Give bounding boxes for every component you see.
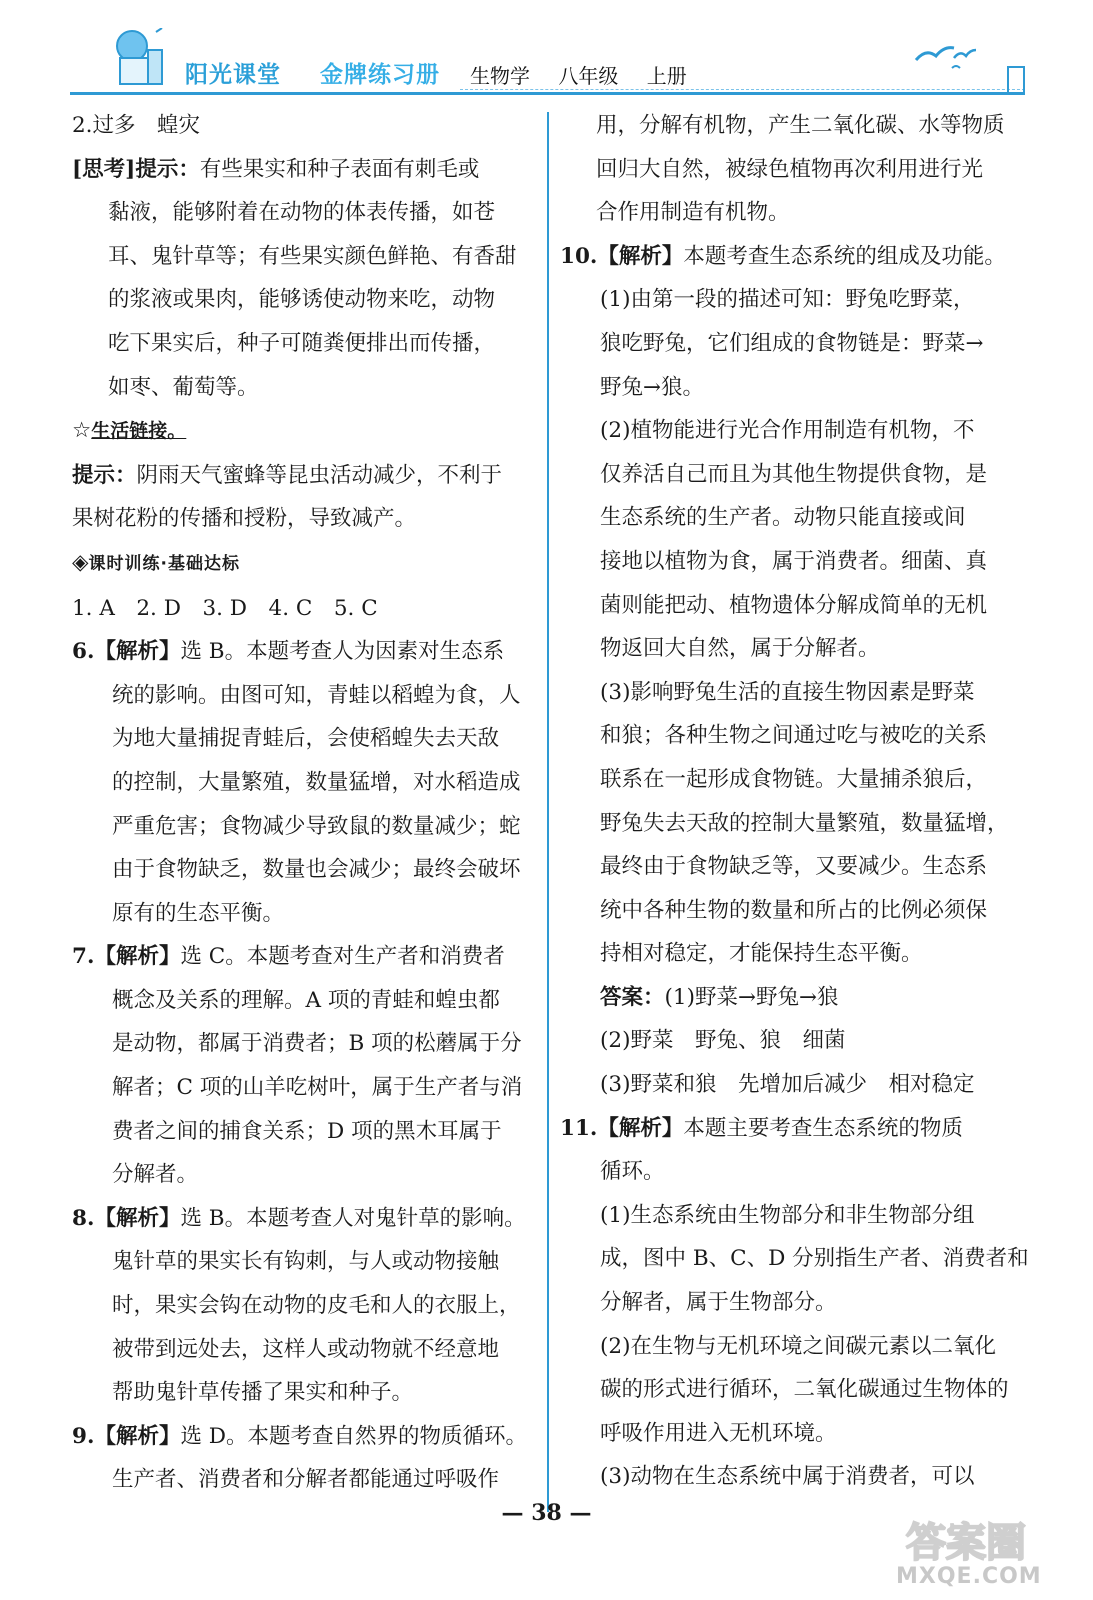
q7-text: 选 C。本题考查对生产者和消费者 xyxy=(180,944,505,970)
q11-line: (1)生态系统由生物部分和非生物部分组 xyxy=(600,1202,975,1228)
answer-label: 答案： xyxy=(600,984,665,1010)
q9-head: 9.【解析】 xyxy=(72,1423,181,1449)
q10-line: 生态系统的生产者。动物只能直接或间 xyxy=(600,505,966,531)
drill-title: 课时训练·基础达标 xyxy=(88,553,241,574)
q7-line: 是动物，都属于消费者；B 项的松蘑属于分 xyxy=(112,1031,522,1057)
q8-text: 选 B。本题考查人对鬼针草的影响。 xyxy=(180,1205,526,1231)
subject-label: 生物学 xyxy=(470,64,530,88)
q8-line: 帮助鬼针草传播了果实和种子。 xyxy=(112,1380,414,1406)
star-icon: ☆ xyxy=(72,418,92,444)
think-line: 的浆液或果肉，能够诱使动物来吃，动物 xyxy=(108,287,496,313)
q10-line: 和狼；各种生物之间通过吃与被吃的关系 xyxy=(600,723,988,749)
q7-line: 分解者。 xyxy=(112,1162,199,1188)
q10-line: (2)植物能进行光合作用制造有机物，不 xyxy=(600,418,975,444)
q6-head: 6.【解析】 xyxy=(72,639,181,665)
q11-head: 11.【解析】 xyxy=(560,1115,684,1141)
q10-line: 野兔→狼。 xyxy=(600,374,705,400)
q10-text: 本题考查生态系统的组成及功能。 xyxy=(683,243,1006,269)
q10-line: 持相对稳定，才能保持生态平衡。 xyxy=(600,941,923,967)
q9-cont-line: 用，分解有机物，产生二氧化碳、水等物质 xyxy=(596,113,1005,138)
diamond-icon: ◈ xyxy=(72,549,89,575)
q10-answer-line: (3)野菜和狼 先增加后减少 相对稳定 xyxy=(600,1072,975,1098)
life-label: 提示： xyxy=(72,462,137,488)
volume-label: 上册 xyxy=(646,64,687,88)
column-divider xyxy=(547,112,549,1512)
q11-line: 成，图中 B、C、D 分别指生产者、消费者和 xyxy=(600,1246,1029,1272)
life-link-heading xyxy=(72,409,542,454)
life-text: 阴雨天气蜜蜂等昆虫活动减少，不利于 xyxy=(136,462,503,488)
think-line: 吃下果实后，种子可随粪便排出而传播， xyxy=(108,330,496,356)
q10-line: 物返回大自然，属于分解者。 xyxy=(600,636,880,662)
q6-line: 统的影响。由图可知，青蛙以稻蝗为食，人 xyxy=(112,682,521,708)
q10-line: 野兔失去天敌的控制大量繁殖，数量猛增， xyxy=(600,810,1009,836)
think-text: 有些果实和种子表面有刺毛或 xyxy=(199,156,480,182)
q9-cont-line: 回归大自然，被绿色植物再次利用进行光 xyxy=(596,156,984,182)
q11-line: 分解者，属于生物部分。 xyxy=(600,1290,837,1316)
q6-line: 由于食物缺乏，数量也会减少；最终会破坏 xyxy=(112,857,521,883)
q10-line xyxy=(560,235,1035,279)
drill-heading xyxy=(72,541,542,587)
q9-line xyxy=(72,1415,542,1459)
life-line xyxy=(72,454,542,498)
q10-line: 统中各种生物的数量和所占的比例必须保 xyxy=(600,897,988,923)
think-line: 黏液，能够附着在动物的体表传播，如苍 xyxy=(108,200,496,226)
q10-line: 菌则能把动、植物遗体分解成简单的无机 xyxy=(600,592,988,618)
header-rule xyxy=(70,92,1025,95)
header-meta xyxy=(470,60,709,89)
q10-line: 联系在一起形成食物链。大量捕杀狼后， xyxy=(600,766,988,792)
q7-line: 解者；C 项的山羊吃树叶，属于生产者与消 xyxy=(112,1075,523,1101)
life-line: 果树花粉的传播和授粉，导致减产。 xyxy=(72,506,417,532)
q11-line: 碳的形式进行循环，二氧化碳通过生物体的 xyxy=(600,1377,1009,1403)
watermark-text: MXQE.COM xyxy=(896,1564,1042,1589)
q7-line: 费者之间的捕食关系；D 项的黑木耳属于 xyxy=(112,1118,502,1144)
q8-head: 8.【解析】 xyxy=(72,1205,181,1231)
q6-line: 的控制，大量繁殖，数量猛增，对水稻造成 xyxy=(112,769,521,795)
grade-label: 八年级 xyxy=(558,64,619,88)
life-link-title: 生活链接。 xyxy=(91,420,187,443)
page-number: — 38 — xyxy=(501,1500,592,1526)
q10-line: (3)影响野兔生活的直接生物因素是野菜 xyxy=(600,679,975,705)
header-corner xyxy=(1007,66,1025,94)
think-line: 耳、鬼针草等；有些果实颜色鲜艳、有香甜 xyxy=(108,243,517,269)
answers-1-5: 1. A 2. D 3. D 4. C 5. C xyxy=(72,595,378,621)
q9-cont-line: 合作用制造有机物。 xyxy=(596,200,790,226)
q7-line xyxy=(72,935,542,979)
right-column xyxy=(560,104,1035,1499)
left-column xyxy=(72,104,542,1502)
watermark xyxy=(896,1512,1071,1592)
q9-text: 选 D。本题考查自然界的物质循环。 xyxy=(180,1423,528,1449)
think-line xyxy=(72,148,542,192)
q10-line: 仅养活自己而且为其他生物提供食物，是 xyxy=(600,461,988,487)
header-dashed-rule xyxy=(460,89,1025,90)
q6-line: 原有的生态平衡。 xyxy=(112,900,285,926)
page-header xyxy=(0,0,1093,100)
sun-logo-icon xyxy=(110,28,166,86)
svg-text:答案圈: 答案圈 xyxy=(906,1520,1026,1566)
q6-line: 严重危害；食物减少导致鼠的数量减少；蛇 xyxy=(112,813,521,839)
q10-head: 10.【解析】 xyxy=(560,243,684,269)
q11-line: (2)在生物与无机环境之间碳元素以二氧化 xyxy=(600,1333,996,1359)
answer-text: (1)野菜→野兔→狼 xyxy=(664,984,839,1010)
q10-answer-line xyxy=(560,976,1035,1020)
q8-line: 时，果实会钩在动物的皮毛和人的衣服上， xyxy=(112,1293,521,1319)
q7-head: 7.【解析】 xyxy=(72,944,181,970)
q10-answer-line: (2)野菜 野兔、狼 细菌 xyxy=(600,1028,846,1054)
q10-line: 狼吃野兔，它们组成的食物链是：野菜→ xyxy=(600,330,984,356)
q10-line: 接地以植物为食，属于消费者。细菌、真 xyxy=(600,548,988,574)
birds-icon xyxy=(912,38,982,74)
q11-text: 本题主要考查生态系统的物质 xyxy=(683,1115,963,1141)
answer-line-2: 2.过多 蝗灾 xyxy=(72,113,201,138)
q11-line xyxy=(560,1107,1035,1151)
q6-line: 为地大量捕捉青蛙后，会使稻蝗失去天敌 xyxy=(112,726,500,752)
q10-line: (1)由第一段的描述可知：野兔吃野菜， xyxy=(600,287,975,313)
q8-line: 被带到远处去，这样人或动物就不经意地 xyxy=(112,1336,500,1362)
q11-line: 呼吸作用进入无机环境。 xyxy=(600,1420,837,1446)
q8-line xyxy=(72,1197,542,1241)
q11-line: (3)动物在生态系统中属于消费者，可以 xyxy=(600,1464,975,1490)
q8-line: 鬼针草的果实长有钩刺，与人或动物接触 xyxy=(112,1249,500,1275)
q6-line xyxy=(72,630,542,674)
q11-line: 循环。 xyxy=(600,1159,665,1185)
q9-line: 生产者、消费者和分解者都能通过呼吸作 xyxy=(112,1467,500,1493)
q10-line: 最终由于食物缺乏等，又要减少。生态系 xyxy=(600,854,988,880)
q6-text: 选 B。本题考查人为因素对生态系 xyxy=(180,639,505,665)
watermark-logo-icon xyxy=(896,1512,1071,1568)
brand-yangguang: 阳光课堂 xyxy=(185,62,281,88)
think-line: 如枣、葡萄等。 xyxy=(108,374,259,400)
brand-jinpai: 金牌练习册 xyxy=(320,62,440,88)
q7-line: 概念及关系的理解。A 项的青蛙和蝗虫都 xyxy=(112,987,500,1013)
think-label: [思考]提示： xyxy=(72,156,200,182)
